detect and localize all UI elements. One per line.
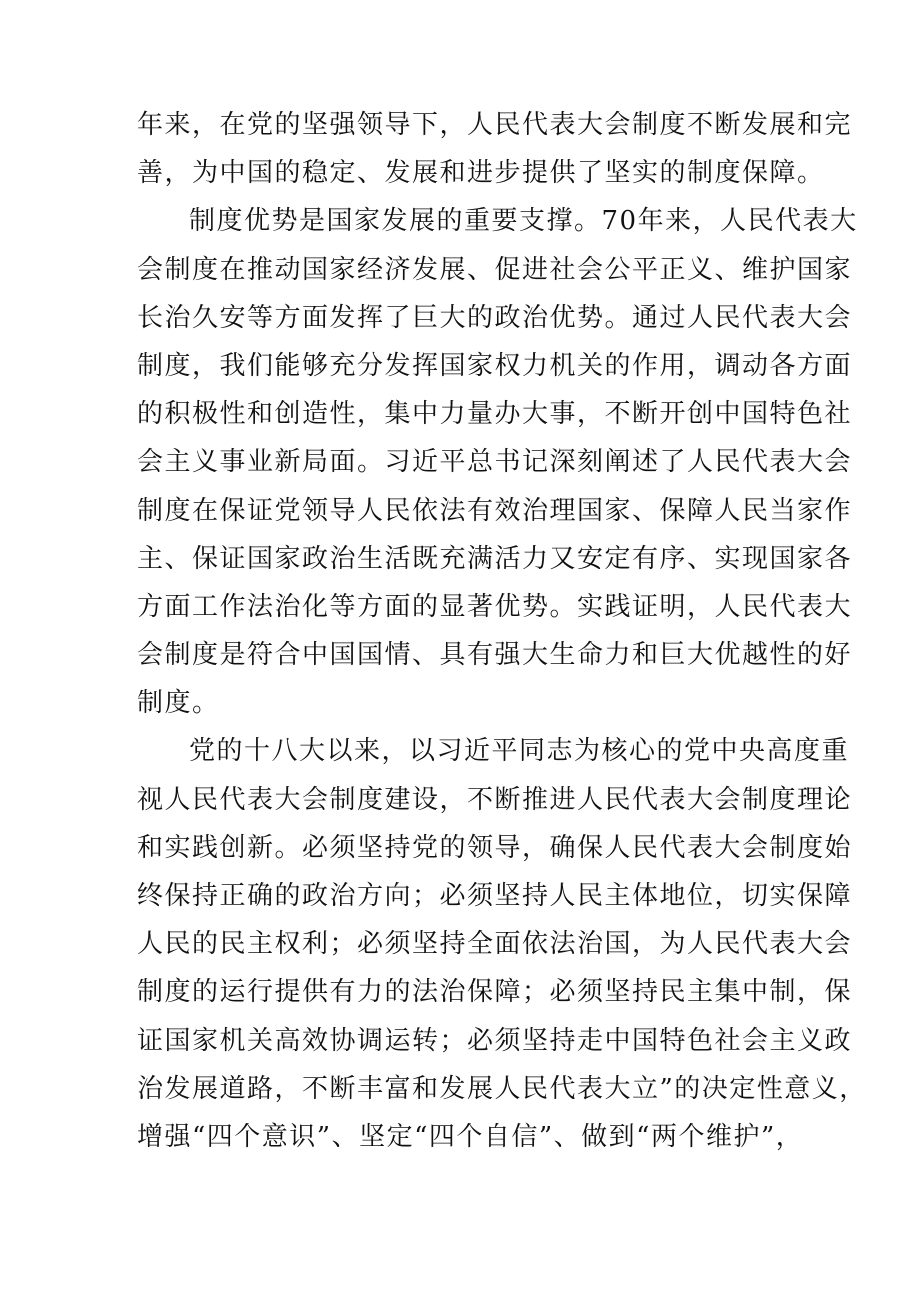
p2-line-10: 会制度是符合中国国情、具有强大生命力和巨大优越性的好 [137, 640, 853, 671]
p3-line-9: 增强“四个意识”、坚定“四个自信”、做到“两个维护”， [137, 1121, 804, 1152]
p3-line-6: 制度的运行提供有力的法治保障；必须坚持民主集中制，保 [137, 977, 853, 1008]
p2-line-1: 制度优势是国家发展的重要支撑。70年来，人民代表大 [189, 206, 858, 237]
p1-line-1: 年来，在党的坚强领导下，人民代表大会制度不断发展和完 [137, 110, 853, 140]
p3-line-3: 和实践创新。必须坚持党的领导，确保人民代表大会制度始 [137, 832, 853, 863]
p2-line-5: 的积极性和创造性，集中力量办大事，不断开创中国特色社 [137, 399, 853, 430]
p3-line-5: 人民的民主权利；必须坚持全面依法治国，为人民代表大会 [137, 929, 853, 960]
p3-line-7: 证国家机关高效协调运转；必须坚持走中国特色社会主义政 [137, 1025, 853, 1056]
p2-line-6: 会主义事业新局面。习近平总书记深刻阐述了人民代表大会 [137, 447, 853, 478]
p2-line-7: 制度在保证党领导人民依法有效治理国家、保障人民当家作 [137, 495, 853, 526]
p2-line-8: 主、保证国家政治生活既充满活力又安定有序、实现国家各 [137, 543, 853, 574]
document-body [137, 101, 867, 1161]
p3-line-8: 治发展道路，不断丰富和发展人民代表大立”的决定性意义， [137, 1073, 867, 1104]
p2-line-3: 长治久安等方面发挥了巨大的政治优势。通过人民代表大会 [137, 302, 853, 333]
p2-line-4: 制度，我们能够充分发挥国家权力机关的作用，调动各方面 [137, 350, 853, 381]
p1-line-2: 善，为中国的稳定、发展和进步提供了坚实的制度保障。 [137, 158, 825, 189]
p3-line-1: 党的十八大以来，以习近平同志为核心的党中央高度重 [189, 736, 850, 767]
p2-line-11: 制度。 [137, 688, 220, 719]
p2-line-2: 会制度在推动国家经济发展、促进社会公平正义、维护国家 [137, 254, 853, 285]
p3-line-2: 视人民代表大会制度建设，不断推进人民代表大会制度理论 [137, 784, 853, 815]
p3-line-4: 终保持正确的政治方向；必须坚持人民主体地位，切实保障 [137, 881, 853, 911]
p2-line-9: 方面工作法治化等方面的显著优势。实践证明，人民代表大 [137, 591, 853, 622]
